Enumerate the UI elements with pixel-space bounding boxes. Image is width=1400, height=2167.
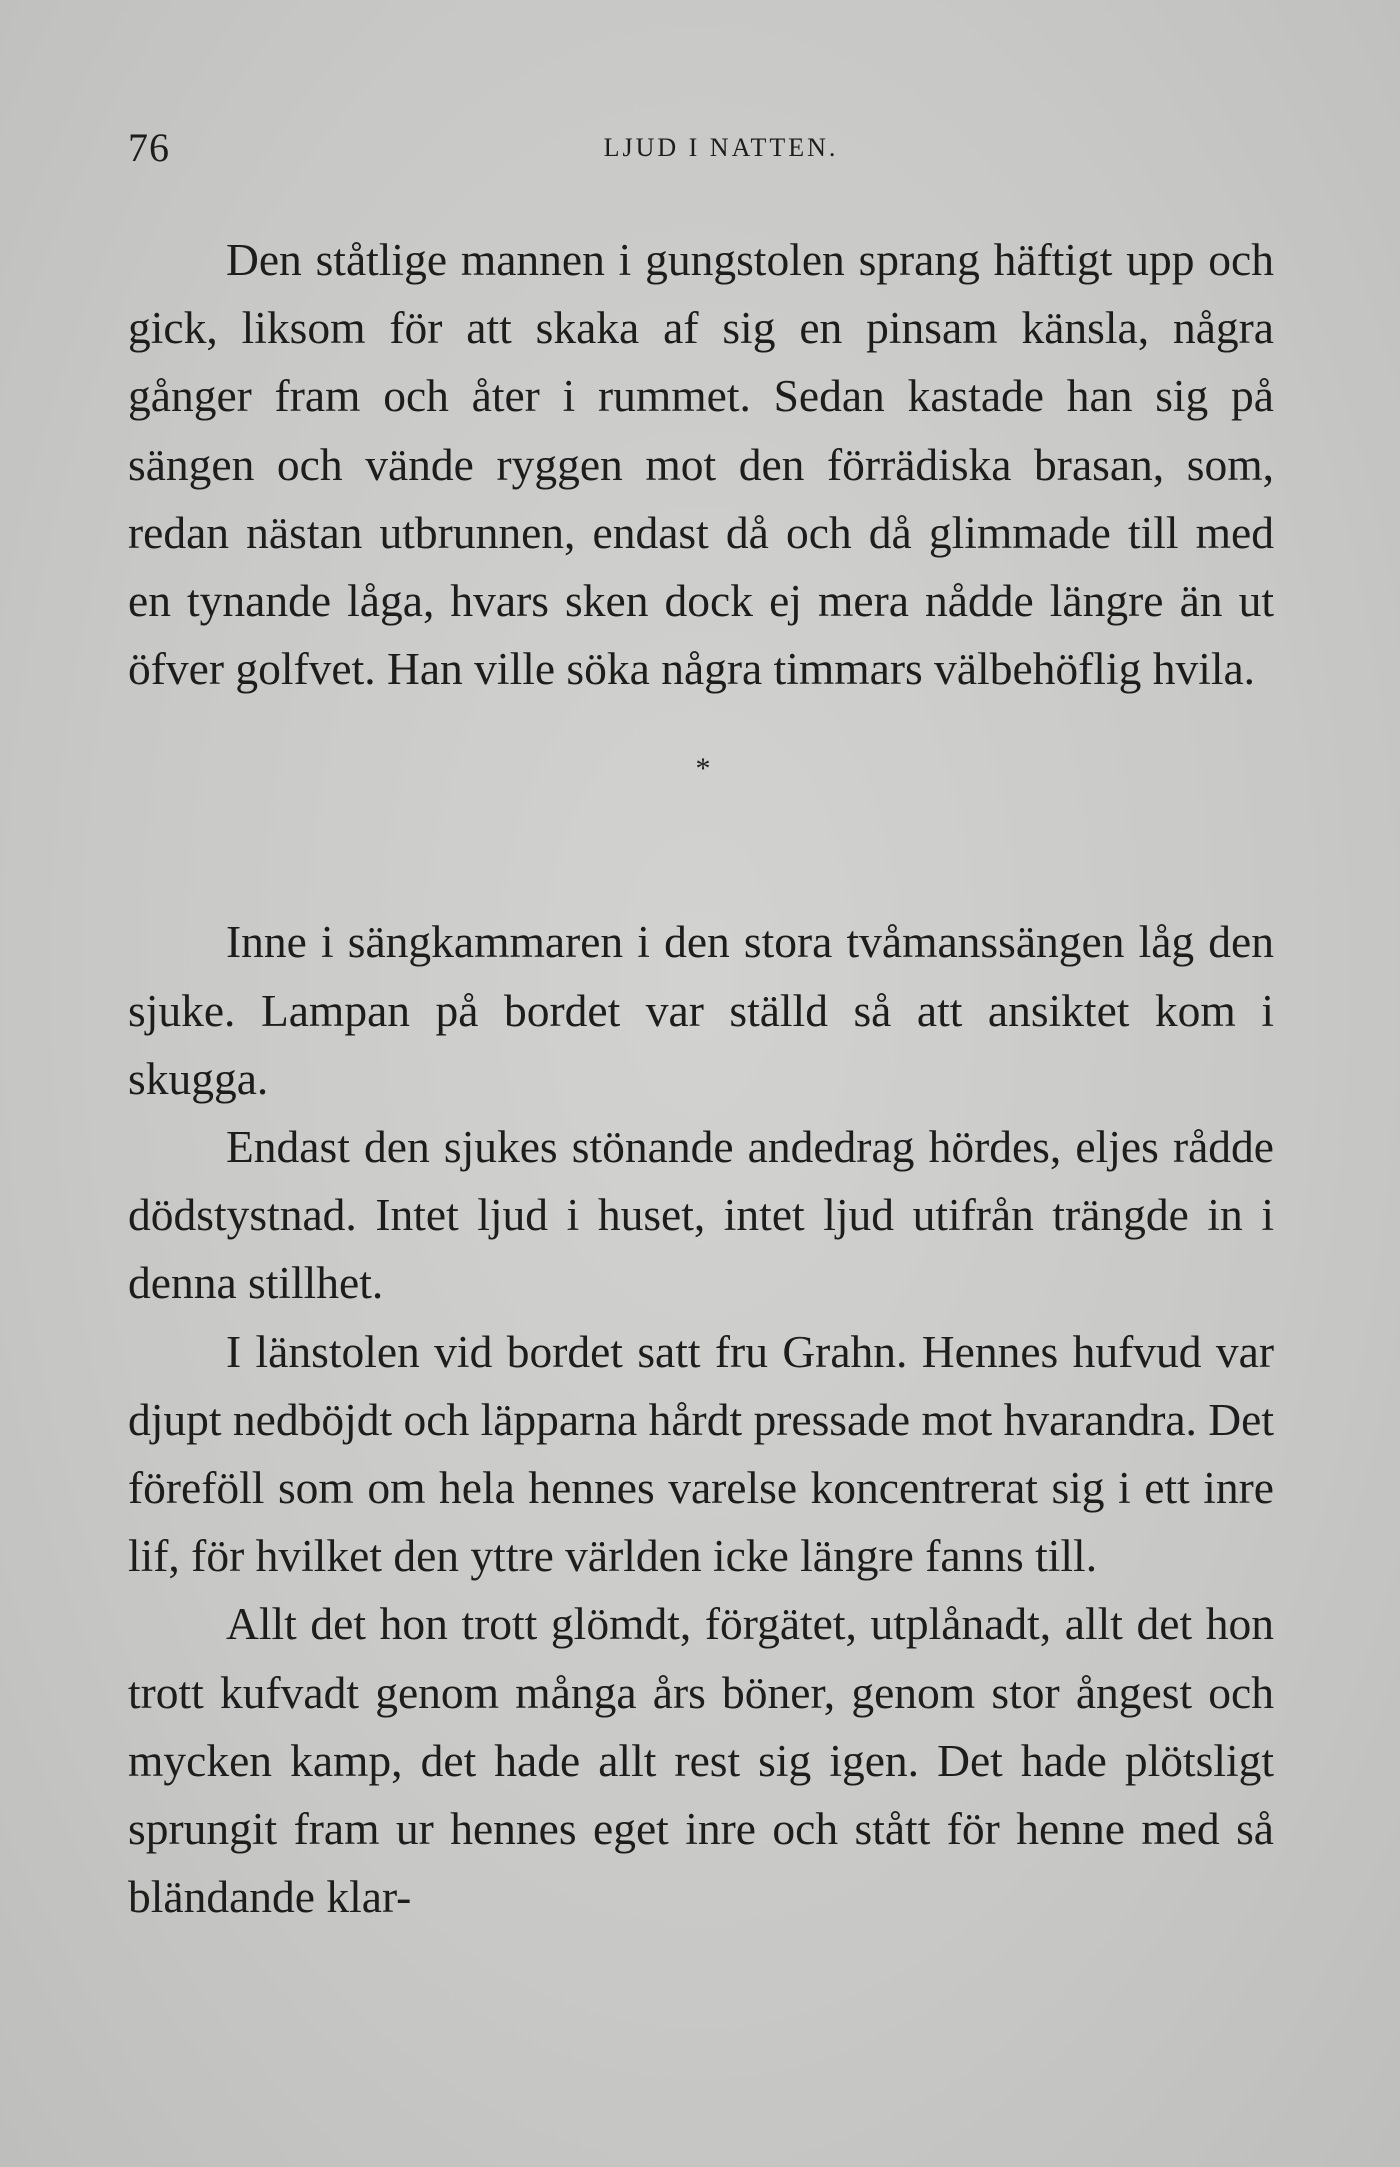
page-number: 76	[128, 125, 170, 170]
section-break-asterisk: *	[695, 752, 711, 786]
section-break	[128, 703, 1274, 908]
body-text	[128, 226, 1274, 1931]
paragraph: Den ståtlige mannen i gungstolen sprang häftigt upp och gick, liksom för att skaka af sig en pinsam känsla, några gånger fram och åter i rummet. Sedan kastade han sig på sängen och vände ryggen mot den förrädiska brasan, som, redan nästan utbrunnen, endast då och då glimmade till med en tynande låga, hvars sken dock ej mera nådde längre än ut öfver golfvet. Han ville söka några timmars välbehöflig hvila.	[128, 234, 1274, 695]
paragraph: Allt det hon trott glömdt, förgätet, utplånadt, allt det hon trott kufvadt genom många års böner, genom stor ångest och mycken kamp, det hade allt rest sig igen. Det hade plötsligt sprungit fram ur hennes eget inre och stått för henne med så bländande klar-	[128, 1598, 1274, 1923]
paragraph: I länstolen vid bordet satt fru Grahn. Hennes hufvud var djupt nedböjdt och läpparna hårdt pressade mot hvarandra. Det föreföll som om hela hennes varelse koncentrerat sig i ett inre lif, för hvilket den yttre världen icke längre fanns till.	[128, 1325, 1274, 1582]
paragraph: Endast den sjukes stönande andedrag hördes, eljes rådde dödstystnad. Intet ljud i huset, intet ljud utifrån trängde in i denna stillhet.	[128, 1121, 1274, 1309]
paragraph: Inne i sängkammaren i den stora tvåmanssängen låg den sjuke. Lampan på bordet var ställd så att ansiktet kom i skugga.	[128, 916, 1274, 1104]
running-head	[128, 118, 1274, 178]
running-title: LJUD I NATTEN.	[603, 133, 839, 162]
